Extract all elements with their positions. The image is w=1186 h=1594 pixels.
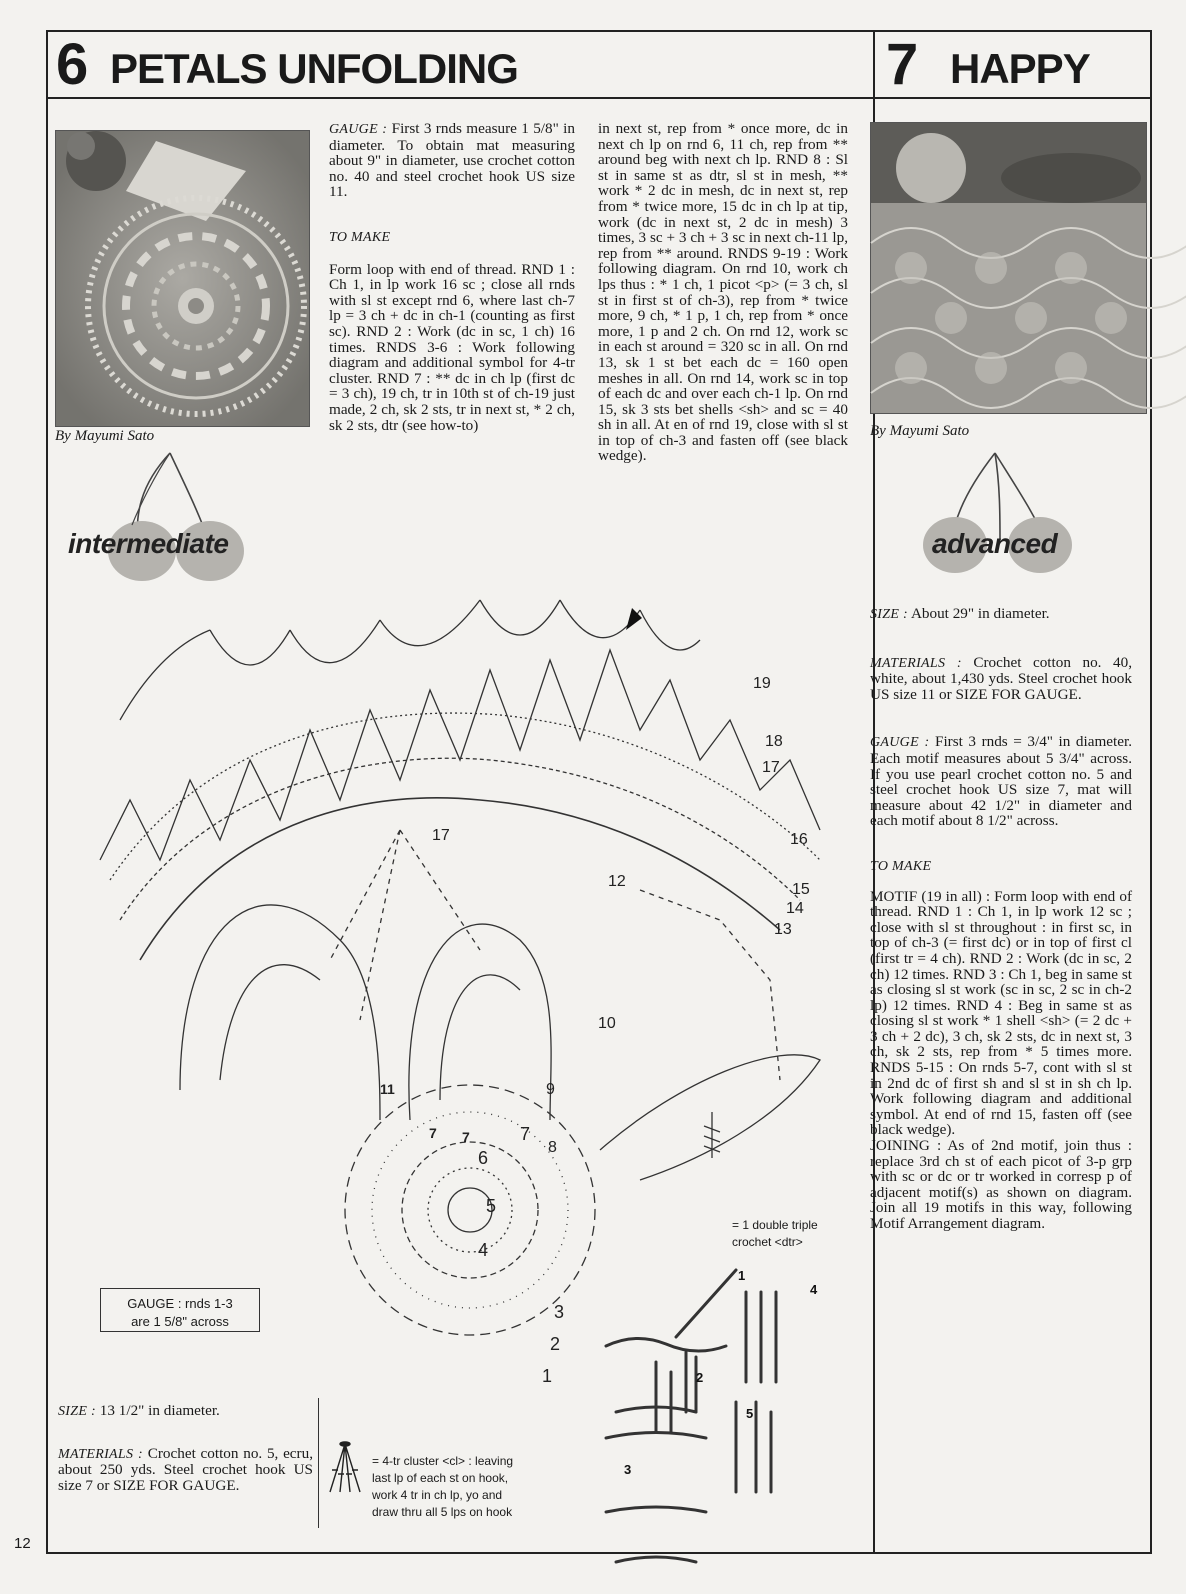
- materials-text-left: Crochet cotton no. 5, ecru, about 250 yds. Steel crochet hook US size 7 or SIZE FOR GAUGE.: [58, 1444, 313, 1494]
- legend-dtr: [732, 1217, 818, 1251]
- legend-cluster-line-3: work 4 tr in ch lp, yo and: [372, 1488, 503, 1502]
- to-make-heading-right: TO MAKE: [870, 858, 932, 874]
- gauge-text-right: First 3 rnds = 3/4" in diameter. Each motif measures about 5 3/4" across. If you use pearl crochet cotton no. 5 and steel crochet hook US size 7, mat will measure about 42 1/2" in diameter and each motif about 8 1/2" across.: [870, 733, 1132, 830]
- doily-photo-happy: [870, 122, 1147, 414]
- size-text-left: 13 1/2" in diameter.: [99, 1402, 220, 1419]
- skill-level-advanced: advanced: [932, 528, 1058, 559]
- rnd-label-5: 5: [486, 1196, 497, 1216]
- rnd-label-12: 12: [608, 873, 626, 890]
- materials-heading-left: MATERIALS :: [58, 1446, 143, 1462]
- size-text-right: About 29" in diameter.: [910, 605, 1050, 622]
- rnd-label-2: 2: [550, 1334, 561, 1354]
- legend-cluster-line-2: last lp of each st on hook,: [372, 1471, 509, 1485]
- pattern-number-7: 7: [886, 32, 919, 97]
- rnd-label-1: 1: [542, 1366, 553, 1386]
- rnd-label-9: 9: [546, 1081, 555, 1098]
- left-bottom-text: [58, 1403, 313, 1493]
- size-heading-right: SIZE :: [870, 607, 908, 622]
- gauge-box-line-1: GAUGE : rnds 1-3: [127, 1296, 233, 1311]
- rnd-label-7c: 7: [462, 1129, 470, 1145]
- page-number: 12: [14, 1535, 31, 1552]
- howto-step-2: 2: [696, 1370, 704, 1385]
- howto-step-3: 3: [624, 1462, 632, 1477]
- gauge-box-line-2: are 1 5/8" across: [131, 1314, 229, 1329]
- left-text-column-2: [598, 121, 848, 464]
- rnd-label-14: 14: [786, 900, 804, 917]
- to-make-heading-left: TO MAKE: [329, 229, 391, 245]
- rnd-label-13: 13: [774, 921, 792, 938]
- rnd-label-19: 19: [753, 675, 771, 692]
- pattern-number-6: 6: [56, 32, 89, 97]
- cherry-badge-right: [900, 445, 1100, 585]
- rnd-label-15: 15: [792, 881, 810, 898]
- doily-photo-petals: [55, 130, 310, 427]
- howto-step-1: 1: [738, 1268, 746, 1283]
- materials-text-right: Crochet cotton no. 40, white, about 1,430 yds. Steel crochet hook US size 11 or SIZE FOR GAUGE.: [870, 653, 1132, 703]
- rnd-label-11: 11: [380, 1081, 395, 1097]
- rnd-label-18: 18: [765, 733, 783, 750]
- byline-left: By Mayumi Sato: [55, 428, 155, 444]
- legend-cluster-line-1: = 4-tr cluster <cl> : leaving: [372, 1454, 514, 1468]
- gauge-text-left: First 3 rnds measure 1 5/8" in diameter. To obtain mat measuring about 9" in diameter, use crochet cotton no. 40 and steel crochet hook US size 11.: [329, 120, 575, 201]
- rnd-label-17b: 17: [432, 827, 450, 844]
- legend-cluster-line-4: draw thru all 5 lps on hook: [372, 1505, 513, 1519]
- legend-divider: [318, 1398, 319, 1528]
- rnd-label-16: 16: [790, 831, 808, 848]
- rnd-label-10: 10: [598, 1015, 616, 1032]
- pattern-title-happy: HAPPY: [950, 45, 1090, 92]
- header-rule: [46, 97, 1152, 99]
- right-text-column: [870, 606, 1132, 1232]
- legend-dtr-line-1: = 1 double triple: [732, 1218, 818, 1232]
- left-text-column-1: [329, 121, 575, 433]
- joining-text: JOINING : As of 2nd motif, join thus : replace 3rd ch st of each picot of 3-p grp with sc or dc or tr worked in corresp p of adjacent motif(s) as shown on diagram. Join all 19 motifs in this way, following Motif Arrangement diagram.: [870, 1137, 1132, 1232]
- rnd-label-7: 7: [520, 1124, 531, 1144]
- size-heading-left: SIZE :: [58, 1404, 96, 1419]
- materials-heading-right: MATERIALS :: [870, 655, 962, 671]
- howto-illustration: [596, 1262, 856, 1592]
- to-make-text-left-1: Form loop with end of thread. RND 1 : Ch 1, in lp work 16 sc ; close all rnds with sl st except rnd 6, where last ch-7 lp = 3 ch + dc in ch-1 (counting as first sc). RND 2 : Work (dc in sc, 1 ch) 16 times. RNDS 3-6 : Work following diagram and additional symbol for 4-tr cluster. RND 7 : ** dc in ch lp (first dc = 3 ch), 19 ch, tr in 10th st of ch-19 just made, 2 ch, sk 2 sts, tr in next st, * 2 ch, sk 2 sts, dtr (see how-to): [329, 260, 575, 434]
- to-make-text-left-2: in next st, rep from * once more, dc in next ch lp on rnd 6, 11 ch, rep from ** around beg with next ch lp. RND 8 : Sl st in same st as dtr, sl st in mesh, ** work * 2 dc in mesh, dc in next st, rep from * twice more, 15 dc in ch lp at tip, work (dc in next st, 2 dc in mesh) 3 times, 3 sc + 3 ch + 3 sc in next ch-11 lp, rep from ** around. RNDS 9-19 : Work following diagram. On rnd 10, work ch lps thus : * 1 ch, 1 picot <p> (= 3 ch, sl st in first st of ch-3), rep from * twice more, 9 ch, * 1 p, 1 ch, rep from * once more, 1 p and 2 ch. On rnd 12, work sc in each st around = 320 sc in all. On rnd 13, sk 1 st bet each dc = 160 open meshes in all. On rnd 14, work sc in top of each dc and over each ch-1 lp. On rnd 15, sk 3 sts bet shells <sh> and sc = 40 sh in all. At en of rnd 19, close with sl st in top of ch-3 and fasten off (see black wedge).: [598, 120, 848, 465]
- gauge-heading-left: GAUGE :: [329, 122, 388, 137]
- byline-right: By Mayumi Sato: [870, 423, 970, 439]
- legend-dtr-line-2: crochet <dtr>: [732, 1235, 803, 1249]
- rnd-label-3: 3: [554, 1302, 565, 1322]
- rnd-label-6: 6: [478, 1148, 489, 1168]
- gauge-box: [100, 1288, 260, 1332]
- howto-step-5: 5: [746, 1406, 754, 1421]
- rnd-label-8: 8: [548, 1139, 557, 1156]
- howto-step-4: 4: [810, 1282, 818, 1297]
- skill-level-intermediate: intermediate: [68, 528, 229, 559]
- rnd-label-17: 17: [762, 759, 780, 776]
- cluster-symbol: [326, 1440, 364, 1500]
- gauge-heading-right: GAUGE :: [870, 735, 930, 751]
- rnd-label-7b: 7: [429, 1125, 437, 1141]
- pattern-title-petals: PETALS UNFOLDING: [110, 45, 518, 92]
- legend-cluster: [372, 1453, 513, 1521]
- rnd-label-4: 4: [478, 1240, 489, 1260]
- motif-text: MOTIF (19 in all) : Form loop with end of thread. RND 1 : Ch 1, in lp work 12 sc ; close with sl st throughout : in first sc, in top of ch-3 (= first dc) or in top of first cl (first tr = 4 ch). RND 2 : Work (dc in sc, 2 ch) 12 times. RND 3 : Ch 1, beg in same st as closing sl st work (sc in sc, 2 sc in ch-2 lp) 12 times. RND 4 : Beg in same st as closing sl st work * 1 shell <sh> (= 2 dc + 3 ch + 2 dc), 3 ch, sk 2 sts, dc in next st, 3 ch, sk 2 sts, rep from * 5 times more. RNDS 5-15 : On rnds 5-7, cont with sl st in 2nd dc of first sh and sl st in sh ch lp. Work following diagram and additional symbol. At end of rnd 15, fasten off (see black wedge).: [870, 887, 1132, 1139]
